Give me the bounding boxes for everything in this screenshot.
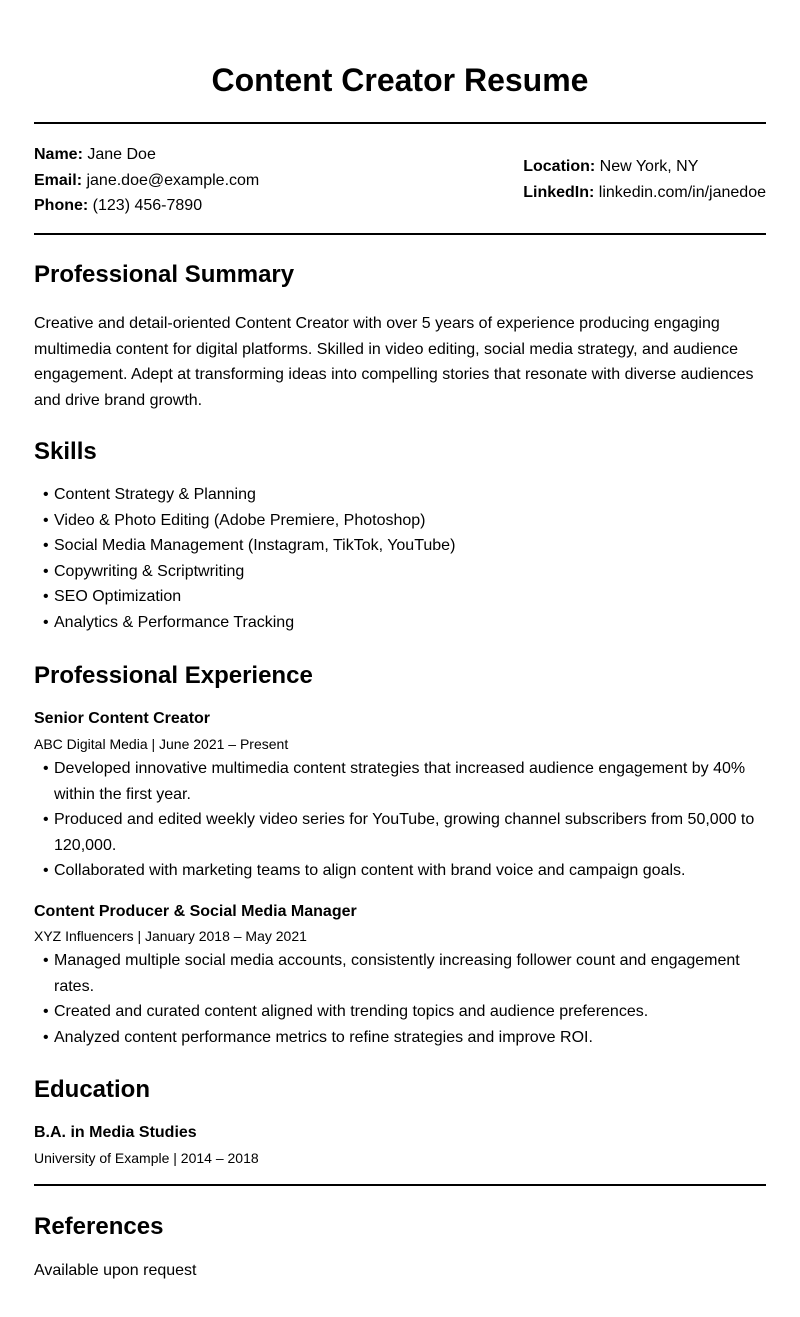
job-title: Senior Content Creator bbox=[34, 710, 211, 727]
job-bullet: • Produced and edited weekly video series for YouTube, growing channel subscribers from 50,000 to 120,000. bbox=[34, 807, 766, 858]
contact-phone-label: Phone: bbox=[34, 197, 89, 214]
education-meta: University of Example | 2014 – 2018 bbox=[34, 1150, 259, 1166]
contact-name bbox=[34, 142, 259, 168]
contact-left-column bbox=[34, 142, 259, 219]
skills-heading: Skills bbox=[34, 438, 97, 465]
skill-item: • Content Strategy & Planning bbox=[34, 482, 766, 508]
contact-name-value: Jane Doe bbox=[87, 146, 156, 163]
contact-location bbox=[523, 154, 766, 180]
job-meta: XYZ Influencers | January 2018 – May 2021 bbox=[34, 928, 307, 944]
contact-phone-value: (123) 456-7890 bbox=[92, 197, 203, 214]
contact-email-value: jane.doe@example.com bbox=[86, 171, 260, 189]
contact-location-value: New York, NY bbox=[599, 158, 699, 175]
experience-heading: Professional Experience bbox=[34, 662, 313, 689]
contact-linkedin-label: LinkedIn: bbox=[523, 183, 595, 201]
contact-name-label: Name: bbox=[34, 146, 83, 163]
job-bullet: • Developed innovative multimedia content strategies that increased audience engagement by 40% within the first year. bbox=[34, 756, 766, 807]
job-title: Content Producer & Social Media Manager bbox=[34, 903, 357, 920]
summary-text: Creative and detail-oriented Content Creator with over 5 years of experience producing engaging multimedia content for digital platforms. Skilled in video editing, social media strategy, and audience engagement. Adept at transforming ideas into compelling stories that resonate with diverse audiences and drive brand growth. bbox=[34, 315, 754, 409]
job-bullet: • Created and curated content aligned with trending topics and audience preferences. bbox=[34, 999, 766, 1025]
summary-heading: Professional Summary bbox=[34, 261, 295, 288]
contact-email-label: Email: bbox=[34, 171, 83, 189]
job-bullet: • Collaborated with marketing teams to align content with brand voice and campaign goals. bbox=[34, 858, 766, 884]
degree-title: B.A. in Media Studies bbox=[34, 1124, 197, 1141]
skill-item: • Video & Photo Editing (Adobe Premiere, Photoshop) bbox=[34, 508, 766, 534]
job-bullet: • Managed multiple social media accounts, consistently increasing follower count and engagement rates. bbox=[34, 948, 766, 999]
job-bullets bbox=[34, 756, 766, 884]
skills-list bbox=[34, 482, 766, 635]
contact-linkedin-value: linkedin.com/in/janedoe bbox=[598, 183, 766, 201]
skill-item: • Analytics & Performance Tracking bbox=[34, 610, 766, 636]
divider bbox=[34, 1184, 766, 1186]
skill-item: • SEO Optimization bbox=[34, 584, 766, 610]
contact-email bbox=[34, 168, 259, 194]
references-heading: References bbox=[34, 1213, 164, 1240]
divider bbox=[34, 233, 766, 235]
contact-right-column bbox=[523, 154, 766, 205]
job-bullets bbox=[34, 948, 766, 1050]
references-text: Available upon request bbox=[34, 1262, 197, 1279]
skill-item: • Social Media Management (Instagram, TikTok, YouTube) bbox=[34, 533, 766, 559]
contact-phone bbox=[34, 193, 259, 219]
job-meta: ABC Digital Media | June 2021 – Present bbox=[34, 736, 289, 752]
divider bbox=[34, 122, 766, 124]
page-title: Content Creator Resume bbox=[211, 62, 589, 98]
education-heading: Education bbox=[34, 1076, 151, 1103]
skill-item: • Copywriting & Scriptwriting bbox=[34, 559, 766, 585]
job-bullet: • Analyzed content performance metrics to refine strategies and improve ROI. bbox=[34, 1025, 766, 1051]
contact-linkedin bbox=[523, 180, 766, 206]
contact-location-label: Location: bbox=[523, 158, 596, 175]
